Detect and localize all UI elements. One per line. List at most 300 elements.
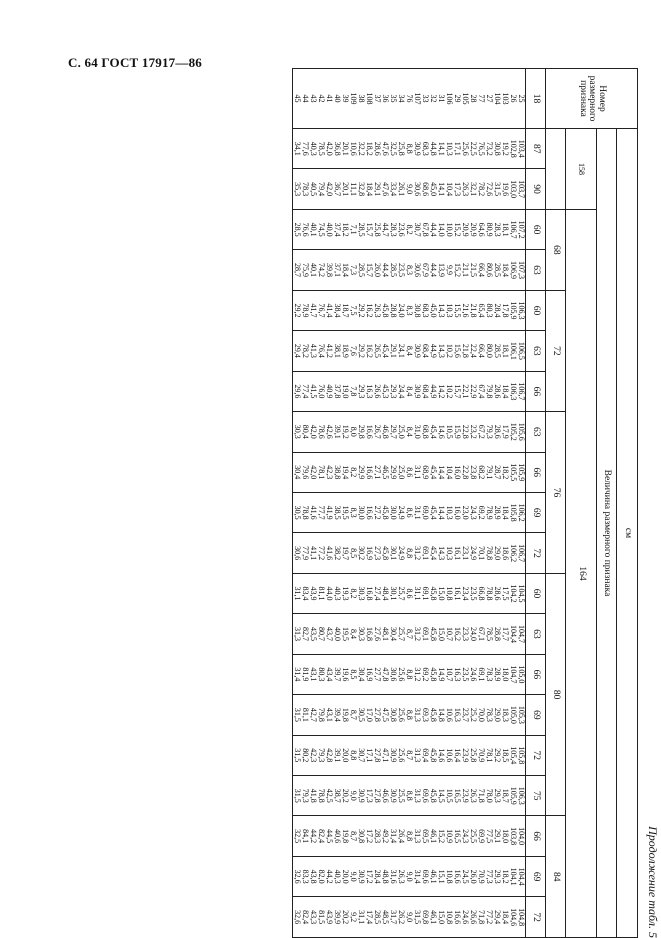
- value-cell: 104,0: [517, 816, 526, 856]
- value-cell: 23,4: [461, 573, 469, 613]
- value-cell: 15,2: [437, 816, 445, 856]
- value-cell: 104,2: [509, 573, 517, 613]
- value-cell: 27,8: [373, 735, 381, 775]
- value-cell: 19,6: [341, 654, 349, 694]
- value-cell: 106,5: [517, 331, 526, 371]
- value-cell: 16,1: [453, 573, 461, 613]
- value-cell: 47,6: [381, 129, 389, 169]
- value-cell: 43,9: [325, 897, 333, 938]
- value-cell: 8,4: [405, 371, 413, 411]
- value-cell: 18,2: [501, 452, 509, 492]
- value-cell: 30,2: [357, 533, 365, 573]
- value-cell: 23,9: [461, 776, 469, 816]
- value-cell: 45,8: [429, 735, 437, 775]
- col-id-3: 60: [526, 209, 546, 249]
- value-cell: 69,2: [477, 492, 485, 532]
- unit-label: см: [617, 129, 638, 938]
- value-cell: 74,2: [317, 250, 325, 290]
- value-cell: 8,3: [405, 290, 413, 330]
- value-cell: 19,3: [341, 573, 349, 613]
- value-cell: 18,4: [341, 250, 349, 290]
- value-cell: 15,6: [453, 331, 461, 371]
- value-cell: 8,2: [349, 573, 357, 613]
- table-row: [509, 69, 517, 938]
- col-id-2: 90: [526, 169, 546, 209]
- value-cell: 31,6: [389, 856, 397, 896]
- value-cell: 79,4: [317, 169, 325, 209]
- value-cell: 20,0: [341, 735, 349, 775]
- value-cell: 18,2: [365, 129, 373, 169]
- value-cell: 18,4: [501, 371, 509, 411]
- value-cell: 66,4: [477, 331, 485, 371]
- value-cell: 28,5: [357, 209, 365, 249]
- value-cell: 13,9: [437, 250, 445, 290]
- value-cell: 45,4: [429, 533, 437, 573]
- row-id-cell: 109: [349, 69, 357, 129]
- value-cell: 23,9: [461, 735, 469, 775]
- value-cell: 28,4: [373, 856, 381, 896]
- col-id-1: 87: [526, 129, 546, 169]
- value-cell: 104,4: [517, 856, 526, 896]
- table-row: [381, 69, 389, 938]
- value-cell: 31,5: [413, 897, 421, 938]
- value-cell: 23,6: [397, 209, 405, 249]
- value-cell: 103,4: [517, 129, 526, 169]
- row-id-cell: 41: [325, 69, 333, 129]
- value-cell: 30,0: [357, 492, 365, 532]
- col-id-18: 66: [526, 816, 546, 856]
- value-cell: 15,0: [437, 614, 445, 654]
- table-row: [309, 69, 317, 938]
- value-cell: 21,5: [469, 250, 477, 290]
- table-row: [405, 69, 413, 938]
- value-cell: 106,3: [509, 371, 517, 411]
- value-cell: 10,3: [445, 533, 453, 573]
- value-cell: 69,8: [421, 897, 429, 938]
- value-cell: 23,5: [469, 573, 477, 613]
- col-id-13: 63: [526, 614, 546, 654]
- value-cell: 10,9: [445, 816, 453, 856]
- value-cell: 28,3: [389, 209, 397, 249]
- value-cell: 18,6: [501, 533, 509, 573]
- value-cell: 83,3: [301, 856, 309, 896]
- empty-cell: [546, 129, 566, 210]
- value-cell: 46,1: [429, 816, 437, 856]
- value-cell: 17,3: [453, 169, 461, 209]
- value-cell: 14,2: [437, 371, 445, 411]
- value-cell: 24,3: [469, 492, 477, 532]
- value-cell: 79,1: [485, 452, 493, 492]
- height-158: 158: [566, 129, 597, 210]
- value-cell: 31,1: [413, 452, 421, 492]
- value-cell: 106,3: [517, 776, 526, 816]
- table-row: [469, 69, 477, 938]
- value-cell: 8,7: [349, 695, 357, 735]
- value-cell: 30,5: [293, 492, 302, 532]
- value-cell: 37,1: [333, 250, 341, 290]
- group-68: 68: [546, 209, 566, 290]
- value-cell: 79,8: [317, 695, 325, 735]
- value-cell: 43,1: [325, 695, 333, 735]
- value-cell: 45,8: [429, 573, 437, 613]
- value-cell: 24,6: [461, 897, 469, 938]
- value-cell: 18,0: [501, 654, 509, 694]
- value-cell: 68,6: [421, 169, 429, 209]
- value-cell: 45,0: [429, 169, 437, 209]
- value-cell: 15,2: [453, 250, 461, 290]
- row-id-cell: 107: [413, 69, 421, 129]
- value-cell: 26,6: [469, 897, 477, 938]
- value-cell: 18,0: [501, 816, 509, 856]
- value-cell: 41,3: [309, 331, 317, 371]
- value-cell: 8,7: [349, 816, 357, 856]
- value-cell: 77,9: [301, 533, 309, 573]
- value-cell: 38,4: [333, 290, 341, 330]
- value-cell: 28,9: [493, 492, 501, 532]
- value-cell: 20,9: [469, 209, 477, 249]
- value-cell: 30,9: [357, 856, 365, 896]
- value-cell: 17,1: [453, 129, 461, 169]
- value-cell: 23,5: [397, 250, 405, 290]
- row-id-cell: 31: [437, 69, 445, 129]
- value-cell: 30,8: [413, 290, 421, 330]
- value-cell: 67,8: [421, 209, 429, 249]
- value-cell: 71,8: [477, 776, 485, 816]
- value-cell: 37,4: [333, 209, 341, 249]
- value-cell: 25,0: [397, 412, 405, 452]
- row-id-cell: 76: [405, 69, 413, 129]
- row-header-label: Номер размерного признака: [546, 69, 638, 129]
- table-row: [437, 69, 445, 938]
- value-cell: 10,8: [445, 856, 453, 896]
- table-row: [317, 69, 325, 938]
- value-cell: 20,2: [341, 776, 349, 816]
- value-cell: 71,8: [477, 897, 485, 938]
- value-cell: 30,3: [293, 412, 302, 452]
- value-cell: 26,3: [397, 856, 405, 896]
- value-cell: 28,7: [293, 250, 302, 290]
- value-cell: 31,1: [293, 573, 302, 613]
- value-cell: 18,4: [365, 169, 373, 209]
- value-cell: 67,4: [477, 371, 485, 411]
- value-cell: 69,6: [421, 776, 429, 816]
- value-cell: 9,2: [349, 897, 357, 938]
- value-cell: 17,9: [501, 412, 509, 452]
- value-cell: 68,9: [421, 452, 429, 492]
- value-cell: 10,4: [445, 452, 453, 492]
- value-cell: 8,4: [349, 614, 357, 654]
- value-cell: 10,8: [445, 573, 453, 613]
- value-cell: 82,0: [317, 856, 325, 896]
- value-cell: 38,5: [333, 492, 341, 532]
- value-cell: 26,2: [397, 897, 405, 938]
- value-cell: 26,1: [397, 169, 405, 209]
- table-row: [461, 69, 469, 938]
- value-cell: 16,3: [453, 654, 461, 694]
- value-cell: 10,6: [349, 129, 357, 169]
- table-row: [445, 69, 453, 938]
- table-row: [501, 69, 509, 938]
- value-cell: 15,2: [453, 209, 461, 249]
- value-cell: 82,4: [301, 897, 309, 938]
- col-id-16: 72: [526, 735, 546, 775]
- value-cell: 105,0: [509, 695, 517, 735]
- value-cell: 20,0: [341, 856, 349, 896]
- value-cell: 15,7: [365, 209, 373, 249]
- value-cell: 24,6: [469, 654, 477, 694]
- value-cell: 32,6: [293, 856, 302, 896]
- table-row: [373, 69, 381, 938]
- value-cell: 43,1: [309, 654, 317, 694]
- value-cell: 18,2: [501, 856, 509, 896]
- value-cell: 10,3: [445, 129, 453, 169]
- value-cell: 102,8: [509, 129, 517, 169]
- value-cell: 22,8: [461, 452, 469, 492]
- col-id-17: 75: [526, 776, 546, 816]
- value-cell: 81,5: [317, 897, 325, 938]
- value-cell: 19,2: [501, 129, 509, 169]
- value-cell: 47,1: [381, 735, 389, 775]
- value-cell: 43,9: [309, 573, 317, 613]
- value-cell: 41,8: [309, 776, 317, 816]
- value-cell: 40,1: [309, 250, 317, 290]
- value-cell: 28,7: [493, 452, 501, 492]
- value-cell: 48,5: [381, 897, 389, 938]
- value-cell: 20,9: [461, 209, 469, 249]
- value-cell: 10,6: [445, 735, 453, 775]
- value-cell: 41,2: [325, 331, 333, 371]
- value-cell: 36,7: [333, 169, 341, 209]
- value-cell: 28,5: [373, 897, 381, 938]
- value-cell: 30,7: [413, 209, 421, 249]
- value-cell: 30,6: [413, 169, 421, 209]
- rotated-table-block: [100, 68, 660, 938]
- value-cell: 69,9: [477, 816, 485, 856]
- value-cell: 78,8: [317, 776, 325, 816]
- value-cell: 17,4: [365, 897, 373, 938]
- value-cell: 106,7: [517, 533, 526, 573]
- value-cell: 16,2: [365, 331, 373, 371]
- value-cell: 40,6: [333, 816, 341, 856]
- value-cell: 16,6: [365, 492, 373, 532]
- value-cell: 40,0: [325, 209, 333, 249]
- col-id-14: 66: [526, 654, 546, 694]
- value-cell: 34,1: [293, 129, 302, 169]
- value-cell: 14,4: [437, 452, 445, 492]
- value-cell: 77,4: [301, 371, 309, 411]
- value-cell: 29,1: [493, 816, 501, 856]
- table-caption: Продолжение табл. 5: [646, 826, 660, 938]
- col-id-19: 69: [526, 856, 546, 896]
- value-cell: 69,1: [421, 533, 429, 573]
- value-cell: 23,1: [461, 533, 469, 573]
- table-row: [413, 69, 421, 938]
- table-row: [301, 69, 309, 938]
- value-cell: 38,1: [333, 331, 341, 371]
- value-cell: 40,3: [309, 129, 317, 169]
- value-cell: 15,7: [365, 250, 373, 290]
- value-cell: 14,6: [437, 735, 445, 775]
- value-cell: 27,4: [373, 573, 381, 613]
- value-cell: 17,2: [365, 816, 373, 856]
- value-cell: 29,1: [373, 169, 381, 209]
- value-cell: 29,3: [389, 371, 397, 411]
- value-cell: 45,3: [381, 371, 389, 411]
- value-cell: 29,6: [293, 371, 302, 411]
- value-cell: 41,5: [309, 371, 317, 411]
- value-cell: 25,6: [397, 695, 405, 735]
- value-cell: 32,1: [469, 169, 477, 209]
- value-cell: 10,0: [445, 209, 453, 249]
- value-cell: 30,9: [413, 371, 421, 411]
- value-cell: 44,2: [309, 816, 317, 856]
- value-cell: 28,8: [389, 290, 397, 330]
- row-id-cell: 44: [301, 69, 309, 129]
- value-cell: 106,3: [517, 290, 526, 330]
- value-cell: 9,0: [405, 856, 413, 896]
- value-cell: 43,5: [309, 614, 317, 654]
- value-cell: 78,3: [485, 695, 493, 735]
- value-cell: 84,1: [301, 816, 309, 856]
- value-cell: 7,3: [349, 250, 357, 290]
- value-cell: 30,9: [413, 331, 421, 371]
- row-id-cell: 37: [373, 69, 381, 129]
- value-cell: 16,0: [453, 452, 461, 492]
- value-cell: 42,6: [325, 412, 333, 452]
- value-cell: 105,8: [517, 735, 526, 775]
- value-cell: 80,2: [301, 735, 309, 775]
- value-cell: 31,4: [389, 816, 397, 856]
- value-cell: 78,5: [317, 129, 325, 169]
- value-cell: 30,1: [389, 533, 397, 573]
- value-cell: 39,1: [333, 412, 341, 452]
- value-cell: 28,6: [373, 129, 381, 169]
- value-cell: 30,9: [413, 129, 421, 169]
- row-id-cell: 26: [509, 69, 517, 129]
- value-cell: 9,0: [405, 169, 413, 209]
- value-cell: 103,7: [517, 169, 526, 209]
- value-cell: 77,2: [485, 897, 493, 938]
- value-cell: 81,1: [317, 573, 325, 613]
- value-cell: 43,8: [309, 856, 317, 896]
- value-cell: 27,3: [373, 533, 381, 573]
- value-cell: 69,0: [421, 492, 429, 532]
- value-cell: 8,8: [405, 816, 413, 856]
- value-cell: 40,3: [333, 573, 341, 613]
- value-cell: 44,8: [429, 129, 437, 169]
- table-row: [429, 69, 437, 938]
- value-cell: 26,3: [469, 776, 477, 816]
- value-cell: 24,1: [397, 331, 405, 371]
- value-cell: 76,5: [477, 129, 485, 169]
- value-cell: 14,4: [437, 492, 445, 532]
- value-cell: 8,7: [405, 735, 413, 775]
- value-cell: 42,0: [309, 412, 317, 452]
- value-cell: 30,6: [413, 250, 421, 290]
- value-cell: 10,7: [445, 654, 453, 694]
- value-cell: 103,0: [509, 169, 517, 209]
- value-cell: 24,9: [397, 492, 405, 532]
- value-cell: 45,8: [381, 492, 389, 532]
- value-cell: 15,1: [437, 856, 445, 896]
- value-cell: 22,4: [469, 331, 477, 371]
- value-cell: 20,1: [341, 169, 349, 209]
- value-cell: 80,6: [485, 250, 493, 290]
- value-cell: 18,9: [341, 331, 349, 371]
- value-cell: 27,8: [373, 776, 381, 816]
- group-72: 72: [546, 290, 566, 411]
- value-cell: 8,5: [349, 654, 357, 694]
- table-row: [485, 69, 493, 938]
- value-cell: 30,3: [357, 614, 365, 654]
- value-cell: 28,5: [389, 250, 397, 290]
- value-cell: 44,0: [325, 573, 333, 613]
- value-cell: 28,6: [493, 573, 501, 613]
- value-cell: 26,5: [373, 331, 381, 371]
- value-cell: 31,5: [293, 695, 302, 735]
- value-cell: 8,8: [405, 533, 413, 573]
- value-cell: 25,7: [397, 614, 405, 654]
- value-cell: 25,7: [397, 573, 405, 613]
- value-cell: 40,5: [309, 169, 317, 209]
- table-row: [477, 69, 485, 938]
- value-cell: 72,6: [485, 169, 493, 209]
- value-cell: 17,7: [501, 614, 509, 654]
- value-cell: 70,9: [477, 735, 485, 775]
- value-cell: 29,4: [293, 331, 302, 371]
- value-cell: 40,0: [333, 614, 341, 654]
- value-cell: 18,1: [501, 331, 509, 371]
- value-cell: 45,4: [381, 331, 389, 371]
- value-cell: 29,1: [389, 331, 397, 371]
- table-body: [293, 69, 526, 938]
- value-cell: 29,9: [389, 452, 397, 492]
- value-cell: 24,0: [397, 290, 405, 330]
- value-cell: 106,7: [509, 209, 517, 249]
- value-cell: 33,4: [389, 169, 397, 209]
- value-cell: 106,9: [509, 250, 517, 290]
- value-cell: 69,1: [477, 654, 485, 694]
- value-cell: 26,7: [373, 412, 381, 452]
- value-cell: 77,2: [317, 533, 325, 573]
- value-cell: 68,4: [421, 331, 429, 371]
- value-cell: 35,3: [293, 169, 302, 209]
- value-cell: 78,3: [485, 654, 493, 694]
- value-cell: 68,3: [421, 290, 429, 330]
- value-cell: 18,5: [501, 735, 509, 775]
- value-cell: 8,6: [405, 452, 413, 492]
- value-cell: 31,5: [293, 735, 302, 775]
- value-cell: 15,7: [453, 371, 461, 411]
- value-cell: 104,6: [509, 897, 517, 938]
- value-cell: 16,4: [453, 735, 461, 775]
- value-cell: 69,5: [421, 816, 429, 856]
- value-cell: 69,6: [421, 856, 429, 896]
- row-id-cell: 104: [493, 69, 501, 129]
- value-cell: 43,4: [325, 654, 333, 694]
- value-cell: 10,3: [445, 290, 453, 330]
- value-cell: 26,0: [373, 250, 381, 290]
- col-id-12: 60: [526, 573, 546, 613]
- value-cell: 24,9: [469, 533, 477, 573]
- value-cell: 7,1: [349, 209, 357, 249]
- value-cell: 38,7: [333, 776, 341, 816]
- value-cell: 31,3: [413, 695, 421, 735]
- value-cell: 29,9: [357, 452, 365, 492]
- value-cell: 42,7: [309, 695, 317, 735]
- value-cell: 105,3: [517, 695, 526, 735]
- row-id-cell: 105: [461, 69, 469, 129]
